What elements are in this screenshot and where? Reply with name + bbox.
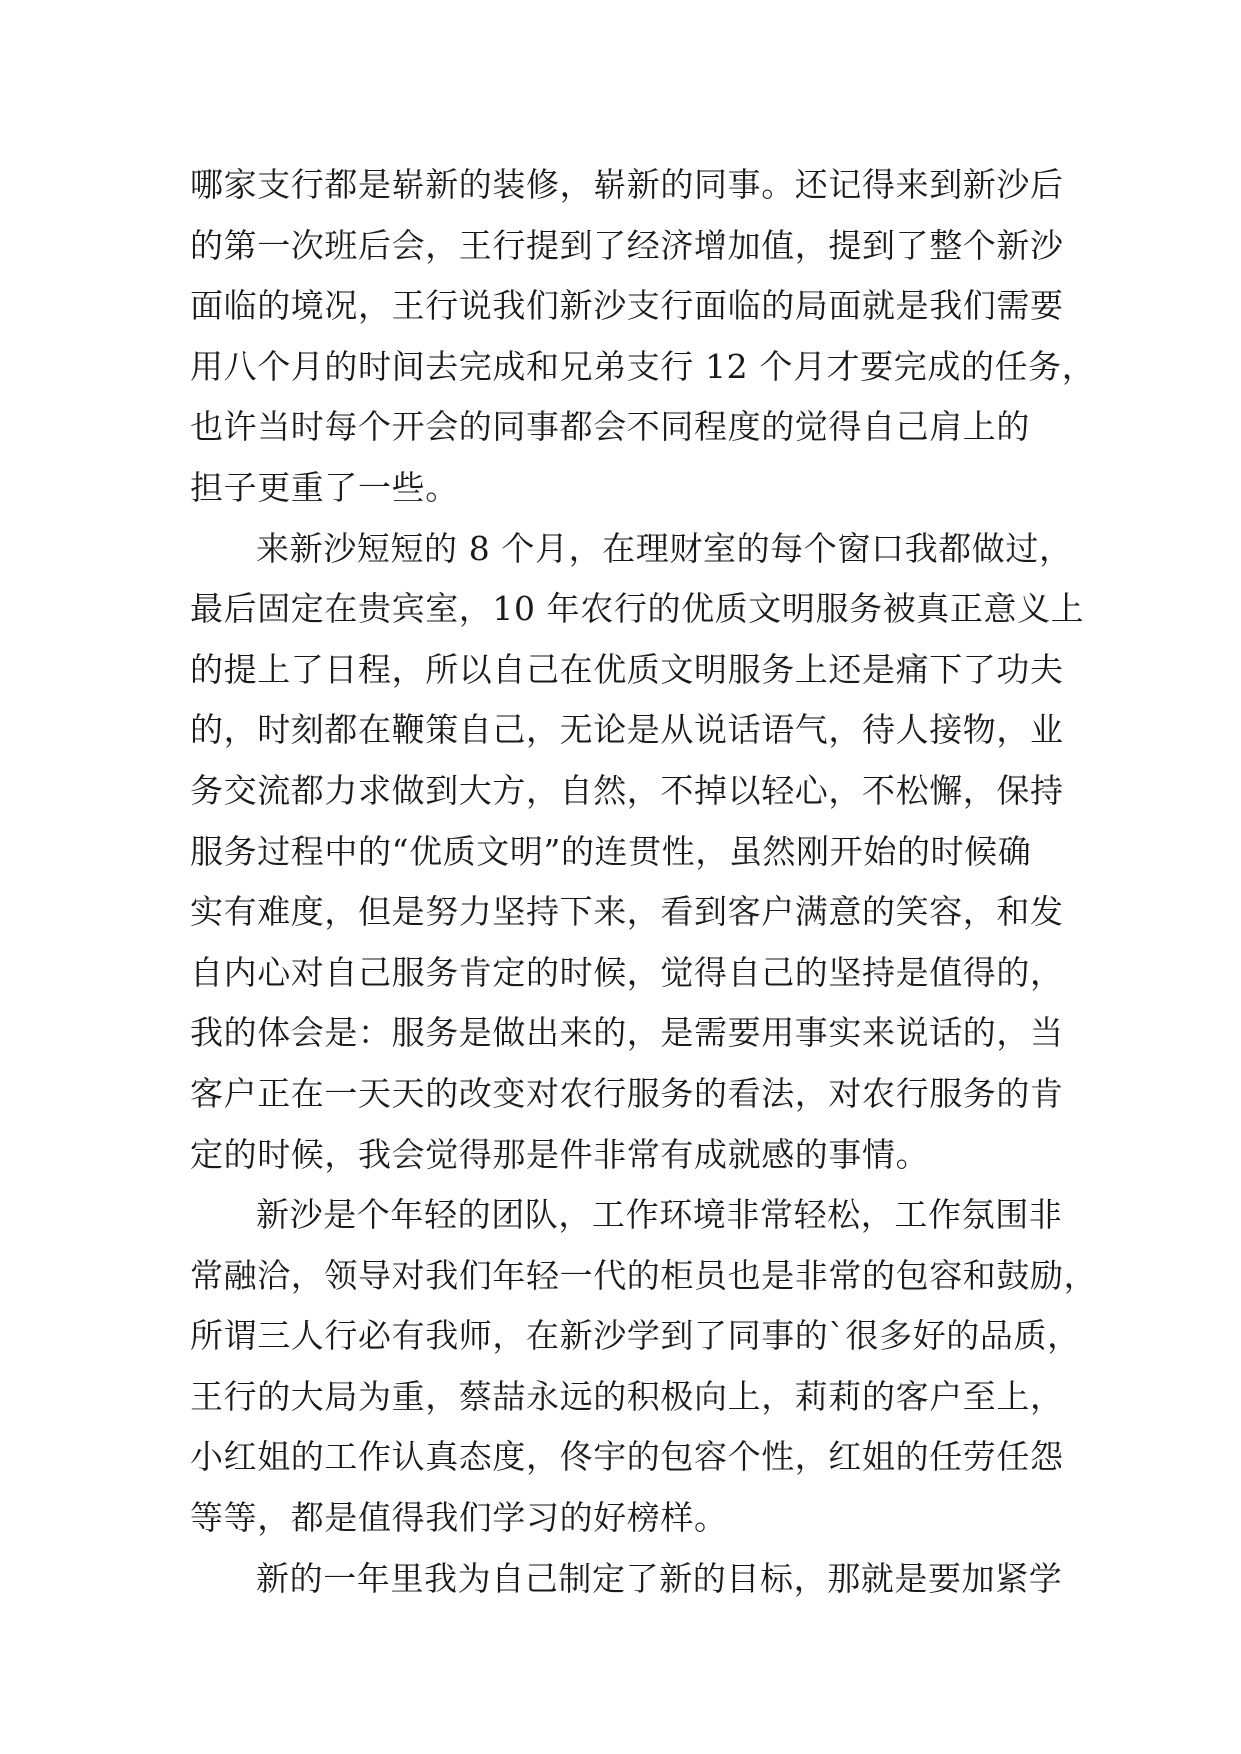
text-line: 用八个月的时间去完成和兄弟支行 12 个月才要完成的任务，: [190, 346, 1096, 386]
paragraph-first-line: 来新沙短短的 8 个月，在理财室的每个窗口我都做过，: [256, 528, 1073, 568]
paragraph-first-line: 新沙是个年轻的团队，工作环境非常轻松，工作氛围非: [256, 1195, 1063, 1235]
text-line: 担子更重了一些。: [190, 467, 459, 507]
text-line: 客户正在一天天的改变对农行服务的看法，对农行服务的肯: [190, 1073, 1064, 1113]
text-line: 小红姐的工作认真态度，佟宇的包容个性，红姐的任劳任怨: [190, 1437, 1064, 1477]
text-line: 最后固定在贵宾室，10 年农行的优质文明服务被真正意义上: [190, 589, 1085, 629]
text-line: 服务过程中的“优质文明”的连贯性，虽然刚开始的时候确: [190, 831, 1032, 871]
text-line: 王行的大局为重，蔡喆永远的积极向上，莉莉的客户至上，: [190, 1376, 1064, 1416]
text-line: 的提上了日程，所以自己在优质文明服务上还是痛下了功夫: [190, 649, 1064, 689]
body-text: [190, 155, 1098, 1609]
text-line: 务交流都力求做到大方，自然，不掉以轻心，不松懈，保持: [190, 770, 1064, 810]
paragraph-first-line: 新的一年里我为自己制定了新的目标，那就是要加紧学: [256, 1558, 1063, 1598]
text-line: 也许当时每个开会的同事都会不同程度的觉得自己肩上的: [190, 407, 1030, 447]
text-line: 常融洽，领导对我们年轻一代的柜员也是非常的包容和鼓励，: [190, 1255, 1098, 1295]
text-line: 自内心对自己服务肯定的时候，觉得自己的坚持是值得的，: [190, 952, 1064, 992]
text-line: 的第一次班后会，王行提到了经济增加值，提到了整个新沙: [190, 225, 1064, 265]
text-line: 定的时候，我会觉得那是件非常有成就感的事情。: [190, 1134, 930, 1174]
text-line: 实有难度，但是努力坚持下来，看到客户满意的笑容，和发: [190, 892, 1064, 932]
text-line: 面临的境况，王行说我们新沙支行面临的局面就是我们需要: [190, 286, 1064, 326]
text-line: 哪家支行都是崭新的装修，崭新的同事。还记得来到新沙后: [190, 165, 1064, 204]
text-line: 我的体会是：服务是做出来的，是需要用事实来说话的，当: [190, 1013, 1064, 1053]
text-line: 等等，都是值得我们学习的好榜样。: [190, 1498, 728, 1538]
text-line: 所谓三人行必有我师，在新沙学到了同事的`很多好的品质，: [190, 1316, 1081, 1356]
text-line: 的，时刻都在鞭策自己，无论是从说话语气，待人接物，业: [190, 710, 1064, 750]
